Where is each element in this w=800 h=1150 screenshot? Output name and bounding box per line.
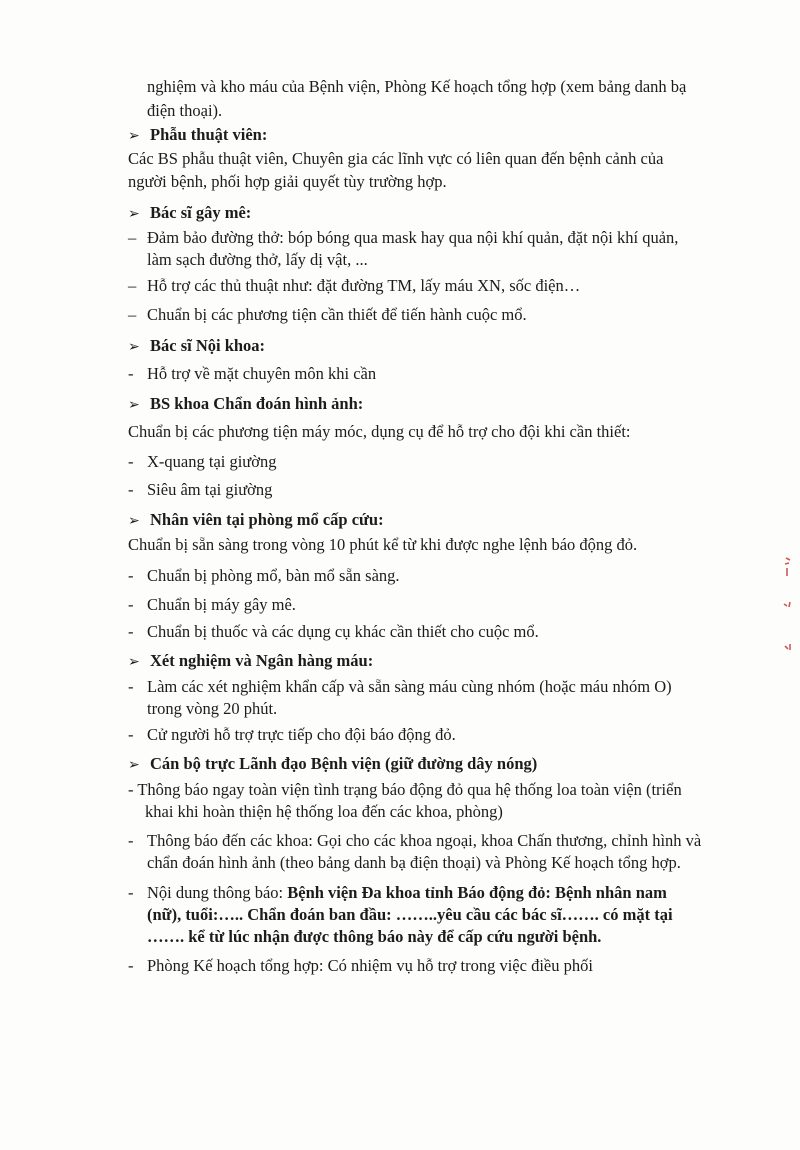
hyphen-bullet: - — [128, 677, 134, 696]
list-item: Thông báo đến các khoa: Gọi cho các khoa ngoại, khoa Chấn thương, chỉnh hình và — [147, 831, 702, 850]
section-heading — [128, 754, 537, 775]
list-item: chẩn đoán hình ảnh (theo bảng danh bạ điện thoại) và Phòng Kế hoạch tổng hợp. — [147, 853, 681, 872]
hyphen-bullet: - — [128, 622, 134, 641]
section-heading — [128, 336, 265, 357]
list-item: Hỗ trợ các thủ thuật như: đặt đường TM, lấy máu XN, sốc điện… — [147, 276, 581, 295]
list-item: Hỗ trợ về mặt chuyên môn khi cần — [147, 364, 377, 383]
list-item: Cử người hỗ trợ trực tiếp cho đội báo động đỏ. — [147, 725, 456, 744]
dash-bullet: – — [128, 305, 137, 324]
list-item: Chuẩn bị máy gây mê. — [147, 595, 296, 614]
dash-bullet: – — [128, 228, 137, 247]
arrow-bullet-icon: ➢ — [128, 206, 140, 222]
hyphen-bullet: - — [128, 595, 134, 614]
arrow-bullet-icon: ➢ — [128, 654, 140, 670]
hyphen-bullet: - — [128, 480, 134, 499]
heading-text: Xét nghiệm và Ngân hàng máu: — [150, 651, 374, 670]
intro-line: điện thoại). — [147, 101, 223, 120]
hyphen-bullet: - — [128, 831, 134, 850]
dash-bullet: – — [128, 276, 137, 295]
list-item: Phòng Kế hoạch tổng hợp: Có nhiệm vụ hỗ trợ trong việc điều phối — [147, 956, 593, 975]
hyphen-bullet: - — [128, 956, 134, 975]
notice-label: Nội dung thông báo: — [147, 883, 288, 902]
section-heading — [128, 125, 267, 146]
notice-text: Bệnh viện Đa khoa tỉnh Báo động đỏ: Bệnh nhân nam — [287, 883, 667, 902]
arrow-bullet-icon: ➢ — [128, 397, 140, 413]
heading-text: Cán bộ trực Lãnh đạo Bệnh viện (giữ đường dây nóng) — [150, 754, 538, 773]
arrow-bullet-icon: ➢ — [128, 757, 140, 773]
section-heading — [128, 510, 384, 531]
paragraph-line: Chuẩn bị các phương tiện máy móc, dụng cụ để hỗ trợ cho đội khi cần thiết: — [128, 422, 631, 441]
heading-text: Bác sĩ gây mê: — [150, 203, 252, 222]
list-item: Chuẩn bị các phương tiện cần thiết để tiến hành cuộc mổ. — [147, 305, 527, 324]
list-item: trong vòng 20 phút. — [147, 699, 278, 718]
intro-line: nghiệm và kho máu của Bệnh viện, Phòng Kế hoạch tổng hợp (xem bảng danh bạ — [147, 77, 687, 96]
heading-text: BS khoa Chẩn đoán hình ảnh: — [150, 394, 364, 413]
hyphen-bullet: - — [128, 883, 134, 902]
section-heading — [128, 203, 251, 224]
paragraph-line: Chuẩn bị sẵn sàng trong vòng 10 phút kể từ khi được nghe lệnh báo động đỏ. — [128, 535, 638, 554]
list-item: khai khi hoàn thiện hệ thống loa đến các khoa, phòng) — [145, 802, 503, 821]
notice-text: ……. kể từ lúc nhận được thông báo này để cấp cứu người bệnh. — [147, 927, 602, 946]
list-item: X-quang tại giường — [147, 452, 277, 471]
arrow-bullet-icon: ➢ — [128, 513, 140, 529]
paragraph-line: người bệnh, phối hợp giải quyết tùy trường hợp. — [128, 172, 447, 191]
arrow-bullet-icon: ➢ — [128, 339, 140, 355]
list-item: - Thông báo ngay toàn viện tình trạng báo động đỏ qua hệ thống loa toàn viện (triển — [128, 780, 682, 799]
hyphen-bullet: - — [128, 364, 134, 383]
notice-text: (nữ), tuổi:….. Chẩn đoán ban đầu: ……..yêu cầu các bác sĩ……. có mặt tại — [147, 905, 673, 924]
hyphen-bullet: - — [128, 725, 134, 744]
list-item: Làm các xét nghiệm khẩn cấp và sẵn sàng máu cùng nhóm (hoặc máu nhóm O) — [147, 677, 672, 696]
list-item: làm sạch đường thở, lấy dị vật, ... — [147, 250, 368, 269]
paragraph-line: Các BS phẫu thuật viên, Chuyên gia các lĩnh vực có liên quan đến bệnh cảnh của — [128, 149, 664, 168]
list-item — [147, 883, 667, 903]
arrow-bullet-icon: ➢ — [128, 128, 140, 144]
section-heading — [128, 394, 363, 415]
hyphen-bullet: - — [128, 566, 134, 585]
heading-text: Phẫu thuật viên: — [150, 125, 268, 144]
section-heading — [128, 651, 373, 672]
hyphen-bullet: - — [128, 452, 134, 471]
list-item: Siêu âm tại giường — [147, 480, 273, 499]
list-item: Chuẩn bị phòng mổ, bàn mổ sẵn sàng. — [147, 566, 400, 585]
list-item: Đảm bảo đường thở: bóp bóng qua mask hay qua nội khí quản, đặt nội khí quản, — [147, 228, 679, 247]
heading-text: Bác sĩ Nội khoa: — [150, 336, 266, 355]
list-item: Chuẩn bị thuốc và các dụng cụ khác cần thiết cho cuộc mổ. — [147, 622, 539, 641]
stamp-edge-marks — [772, 550, 798, 660]
heading-text: Nhân viên tại phòng mổ cấp cứu: — [150, 510, 384, 529]
